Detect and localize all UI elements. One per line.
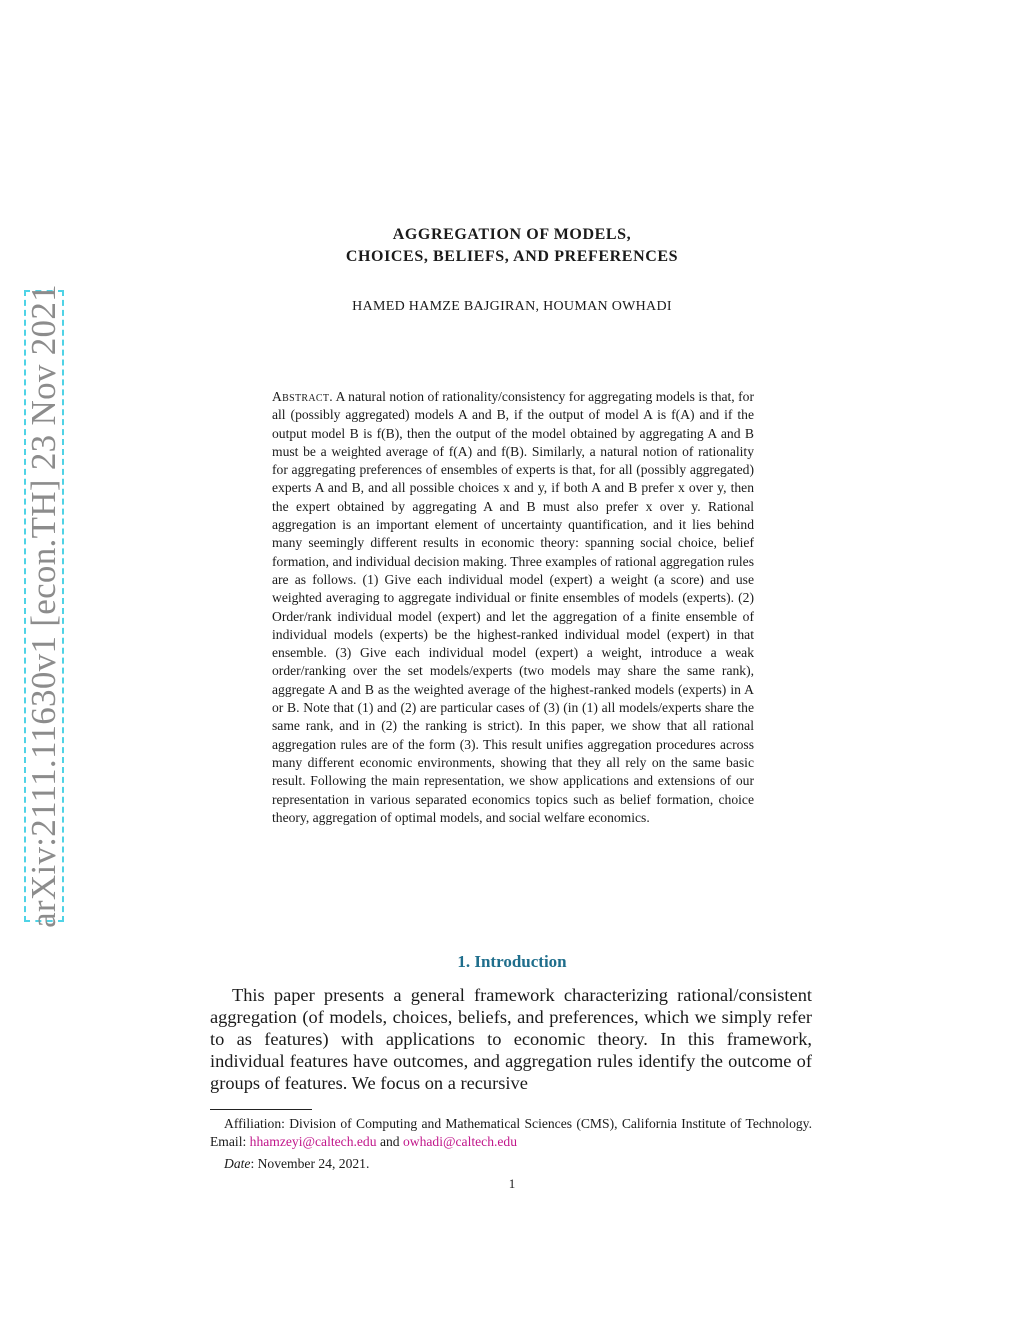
email-link-owhadi[interactable]: owhadi@caltech.edu [402, 1134, 518, 1149]
email-link-hhamzeyi[interactable]: hhamzeyi@caltech.edu [249, 1134, 377, 1149]
footnote-affiliation [210, 1115, 812, 1151]
title-line-1: AGGREGATION OF MODELS, [392, 226, 632, 243]
section-heading-introduction: 1. Introduction [457, 952, 567, 971]
date-label: Date [224, 1156, 251, 1171]
arxiv-identifier: arXiv:2111.11630v1 [econ.TH] 23 Nov 2021 [24, 284, 63, 928]
and-text: and [379, 1134, 400, 1149]
date-value: : November 24, 2021. [250, 1156, 370, 1171]
abstract-text: A natural notion of rationality/consistency for aggregating models is that, for all (possibly aggregated) models A and B, if the output of model A is f(A) and if the output model B is f(B), then the output of the model obtained by aggregating A and B must be a weighted average of f(A) and f(B). Similarly, a natural notion of rationality for aggregating preferences of ensembles of experts is that, for all (possibly aggregated) experts A and B, and all possible choices x and y, if both A and B prefer x over y, then the expert obtained by aggregating A and B must also prefer x over y. Rational aggregation is an important element of uncertainty quantification, and it lies behind many seemingly different results in economic theory: spanning social choice, belief formation, and individual decision making. Three examples of rational aggregation rules are as follows. (1) Give each individual model (expert) a weight (a score) and use weighted averaging to aggregate individual or finite ensembles of models (experts). (2) Order/rank individual model (expert) and let the aggregation of a finite ensemble of individual models (experts) be the highest-ranked individual model (expert) in that ensemble. (3) Give each individual model (expert) a weight, introduce a weak order/ranking over the set models/experts (two models may share the same rank), aggregate A and B as the weighted average of the highest-ranked models (experts) in A or B. Note that (1) and (2) are particular cases of (3) (in (1) all models/experts share the same rank, and in (2) the ranking is strict). In this paper, we show that all rational aggregation rules are of the form (3). This result unifies aggregation procedures across many different economic environments, showing that they all rely on the same basic result. Following the main representation, we show applications and extensions of our representation in various separated economics topics such as belief formation, choice theory, aggregation of optimal models, and social welfare economics. [272, 389, 754, 825]
date-line [224, 1156, 369, 1172]
title-line-2: CHOICES, BELIEFS, AND PREFERENCES [345, 248, 679, 265]
affiliation-text: Affiliation: Division of Computing and Mathematical Sciences (CMS), California Institute of Technology. Email: [210, 1116, 812, 1149]
footnote-rule [210, 1109, 312, 1110]
page-number: 1 [508, 1176, 516, 1191]
abstract [272, 388, 754, 827]
authors: HAMED HAMZE BAJGIRAN, HOUMAN OWHADI [352, 299, 672, 314]
introduction-paragraph: This paper presents a general framework characterizing rational/consistent aggregation (of models, choices, beliefs, and preferences, which we simply refer to as features) with applications to economic theory. In this framework, individual features have outcomes, and aggregation rules identify the outcome of groups of features. We focus on a recursive [210, 985, 812, 1093]
abstract-label: Abstract. [272, 389, 333, 404]
